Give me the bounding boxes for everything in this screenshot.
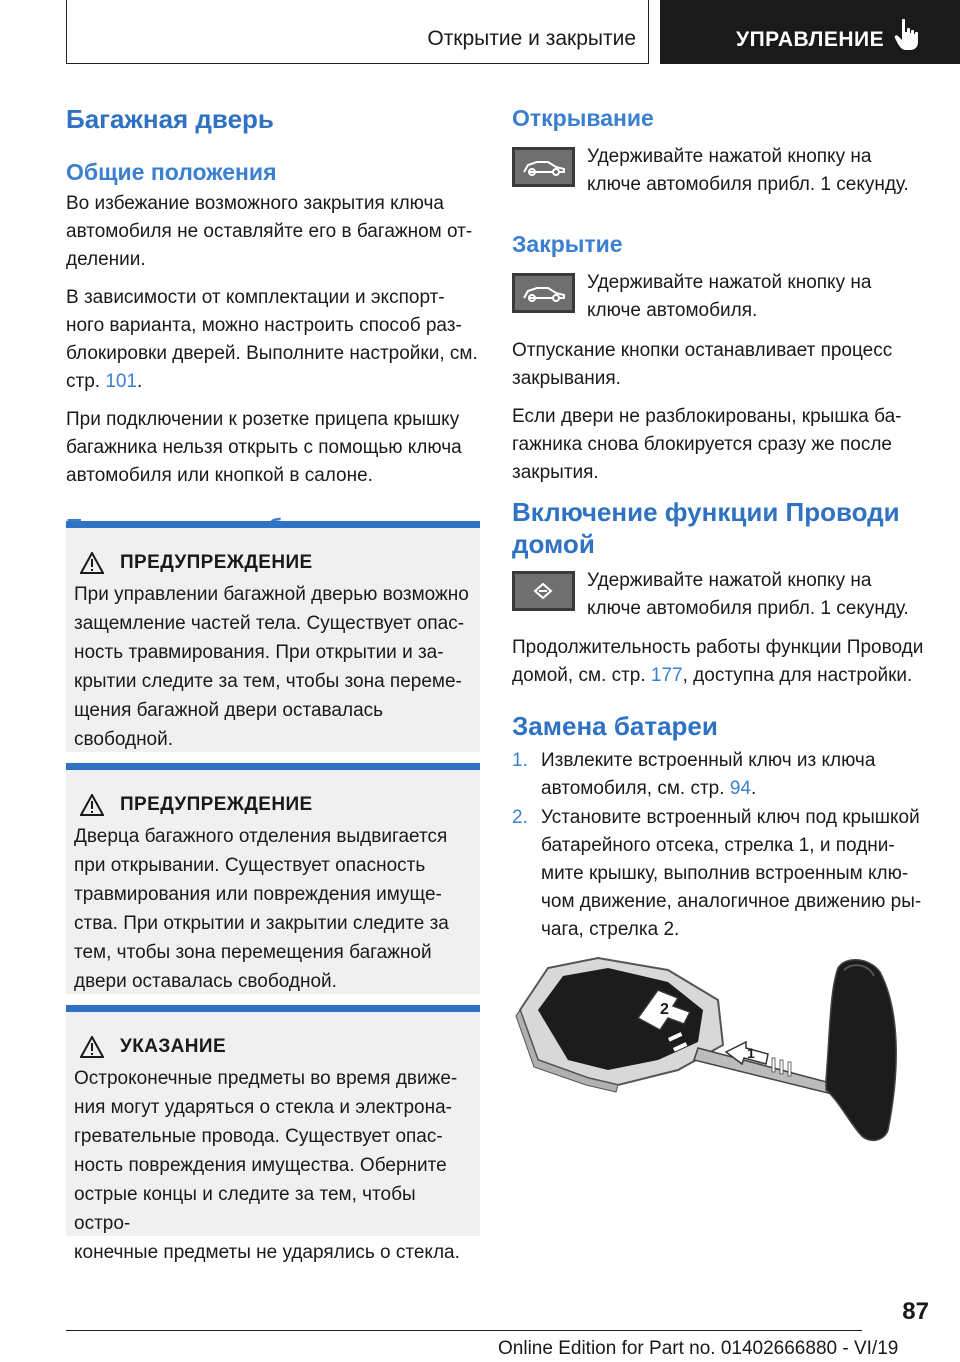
paragraph-line: ключе автомобиля. — [587, 300, 758, 321]
paragraph-line: делении. — [66, 249, 146, 270]
warning-box — [66, 763, 480, 994]
warning-triangle-icon — [80, 1036, 104, 1058]
key-battery-illustration — [508, 950, 928, 1150]
paragraph-line: Продолжительность работы функции Проводи — [512, 637, 924, 658]
warning-line: щения багажной двери оставалась — [74, 700, 384, 721]
paragraph-line: Отпускание кнопки останавливает процесс — [512, 340, 893, 361]
close-text — [587, 269, 927, 325]
step-line: чом движение, аналогичное движению ры- — [541, 891, 922, 912]
paragraph-line: Удерживайте нажатой кнопку на — [587, 146, 872, 167]
text-fragment: домой, см. стр. — [512, 665, 651, 686]
paragraph-line: закрытия. — [512, 462, 599, 483]
step-number: 2. — [512, 807, 528, 828]
note-line: Остроконечные предметы во время движе- — [74, 1068, 458, 1089]
warning-line: травмирования или повреждения имуще- — [74, 884, 442, 905]
step-line — [541, 775, 756, 803]
warning-box — [66, 521, 480, 752]
paragraph-line: В зависимости от комплектации и экспорт- — [66, 287, 445, 308]
paragraph-line: Удерживайте нажатой кнопку на — [587, 570, 872, 591]
hand-pointer-icon — [893, 18, 921, 52]
paragraph-line: Удерживайте нажатой кнопку на — [587, 272, 872, 293]
follow-paragraph — [512, 634, 942, 690]
footer-edition: Online Edition for Part no. 01402666880 - VI/19 — [498, 1338, 899, 1359]
warning-line: двери оставалась свободной. — [74, 971, 337, 992]
text-fragment: автомобиля, см. стр. — [541, 778, 730, 799]
page-link-94[interactable]: 94 — [729, 778, 751, 799]
header-section-box — [66, 0, 649, 64]
warning-triangle-icon — [80, 552, 104, 574]
close-heading: Закрытие — [512, 231, 623, 257]
heading-line: домой — [512, 529, 595, 559]
text-fragment: , доступна для настройки. — [682, 665, 913, 686]
figure-label-2: 2 — [660, 1001, 669, 1018]
page-link-101[interactable]: 101 — [105, 371, 138, 392]
close-paragraphs — [512, 337, 932, 487]
general-heading: Общие положения — [66, 159, 277, 185]
paragraph-line: Если двери не разблокированы, крышка ба- — [512, 406, 902, 427]
note-title: УКАЗАНИЕ — [120, 1036, 227, 1057]
step-number: 1. — [512, 750, 528, 771]
list-item — [512, 747, 932, 807]
note-line: гревательные провода. Существует опас- — [74, 1126, 443, 1147]
paragraph-line: автомобиля не оставляйте его в багажном от- — [66, 221, 473, 242]
paragraph-line: ключе автомобиля прибл. 1 секунду. — [587, 598, 909, 619]
follow-text — [587, 567, 927, 623]
paragraph-line: блокировки дверей. Выполните настройки, см. — [66, 343, 478, 364]
warning-line: ность травмирования. При открытии и за- — [74, 642, 444, 663]
note-box — [66, 1005, 480, 1263]
paragraph-line: При подключении к розетке прицепа крышку — [66, 409, 460, 430]
paragraph-line: ного варианта, можно настроить способ раз- — [66, 315, 462, 336]
page-link-177[interactable]: 177 — [650, 665, 683, 686]
paragraph-line: багажника нельзя открыть с помощью ключа — [66, 437, 462, 458]
paragraph-line — [66, 368, 486, 396]
open-heading: Открывание — [512, 105, 654, 131]
warning-triangle-icon — [80, 794, 104, 816]
trunk-key-button-icon — [512, 147, 575, 187]
step-line: чага, стрелка 2. — [541, 919, 680, 940]
step-line: Извлеките встроенный ключ из ключа — [541, 750, 876, 771]
footer-divider — [66, 1330, 862, 1331]
paragraph-line: закрывания. — [512, 368, 621, 389]
paragraph-line — [512, 662, 942, 690]
text-fragment: стр. — [66, 371, 106, 392]
note-line: ния могут ударяться о стекла и электрона- — [74, 1097, 452, 1118]
warning-line: при открывании. Существует опасность — [74, 855, 426, 876]
warning-title: ПРЕДУПРЕЖДЕНИЕ — [120, 552, 313, 573]
list-item — [512, 804, 932, 949]
paragraph-line: ключе автомобиля прибл. 1 секунду. — [587, 174, 909, 195]
warning-line: тем, чтобы зона перемещения багажной — [74, 942, 432, 963]
page-number: 87 — [902, 1298, 929, 1325]
note-line: ность повреждения имущества. Оберните — [74, 1155, 447, 1176]
header-section-title: Открытие и закрытие — [427, 27, 636, 50]
header-chapter-tab — [660, 0, 960, 64]
paragraph-line: гажника снова блокируется сразу же после — [512, 434, 892, 455]
figure-label-1: 1 — [747, 1045, 755, 1061]
battery-heading: Замена батареи — [512, 711, 718, 741]
warning-line: При управлении багажной дверью возможно — [74, 584, 469, 605]
warning-line: ства. При открытии и закрытии следите за — [74, 913, 449, 934]
step-line: мите крышку, выполнив встроенным клю- — [541, 863, 909, 884]
note-line: конечные предметы не ударялись о стекла. — [74, 1242, 460, 1263]
heading-line: Включение функции Проводи — [512, 497, 900, 527]
warning-line: крытии следите за тем, чтобы зона переме- — [74, 671, 462, 692]
left-column — [66, 103, 486, 542]
step-line: Установите встроенный ключ под крышкой — [541, 807, 920, 828]
warning-title: ПРЕДУПРЕЖДЕНИЕ — [120, 794, 313, 815]
note-line: острые концы и следите за тем, чтобы остро- — [74, 1184, 416, 1234]
paragraph-line: Во избежание возможного закрытия ключа — [66, 193, 444, 214]
text-fragment: . — [750, 778, 757, 799]
trunk-key-button-icon — [512, 273, 575, 313]
paragraph-line: автомобиля или кнопкой в салоне. — [66, 465, 373, 486]
follow-heading — [512, 496, 932, 560]
warning-line: Дверца багажного отделения выдвигается — [74, 826, 448, 847]
step-line: батарейного отсека, стрелка 1, и подни- — [541, 835, 895, 856]
open-text — [587, 143, 927, 199]
headlight-key-button-icon — [512, 571, 575, 611]
warning-line: свободной. — [74, 729, 174, 750]
header-chapter-title: УПРАВЛЕНИЕ — [736, 28, 885, 51]
warning-line: защемление частей тела. Существует опас- — [74, 613, 465, 634]
text-fragment: . — [137, 371, 143, 392]
page-title: Багажная дверь — [66, 104, 274, 134]
